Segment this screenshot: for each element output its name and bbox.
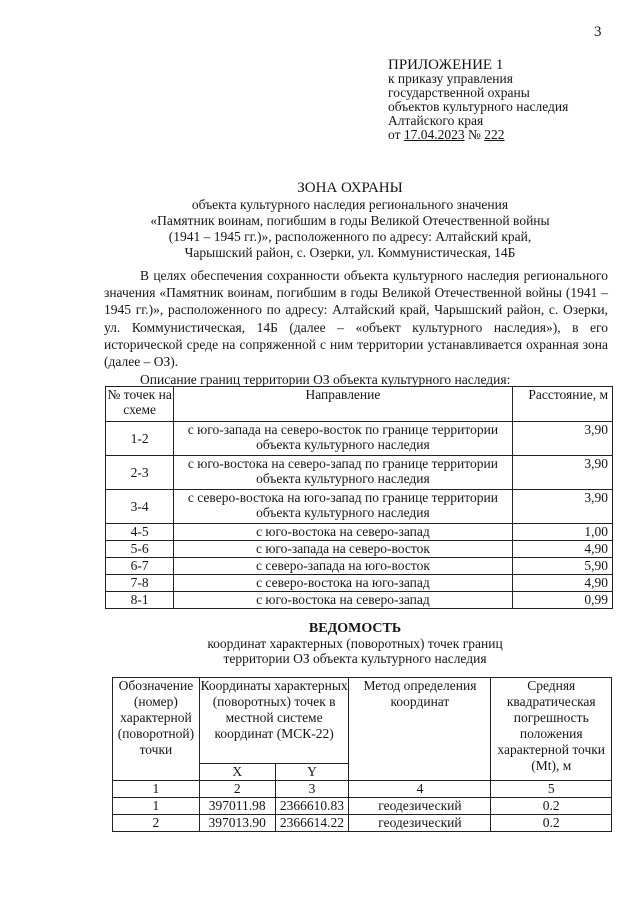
points-cell: 7-8 — [106, 575, 174, 592]
header-direction: Направление — [174, 387, 512, 422]
boundaries-table — [105, 386, 613, 609]
distance-cell: 1,00 — [512, 524, 613, 541]
title-line: объекта культурного наследия регионального значения — [191, 197, 509, 212]
points-cell: 1-2 — [106, 422, 174, 456]
header-designation: Обозначение (номер) характерной (поворотной) точки — [113, 678, 200, 781]
error-cell: 0.2 — [491, 815, 612, 832]
number-sign: № — [467, 127, 481, 142]
distance-cell: 4,90 — [512, 575, 613, 592]
table-row — [106, 592, 613, 609]
appendix-line: к приказу управления — [388, 71, 513, 86]
header-method: Метод определения координат — [349, 678, 491, 781]
title-line: Чарышский район, с. Озерки, ул. Коммунистическая, 14Б — [184, 245, 516, 260]
x-cell: 397013.90 — [199, 815, 275, 832]
order-number: 222 — [484, 127, 505, 142]
column-number: 4 — [349, 781, 491, 798]
y-cell: 2366614.22 — [275, 815, 349, 832]
column-number: 5 — [491, 781, 612, 798]
points-cell: 3-4 — [106, 490, 174, 524]
distance-cell: 5,90 — [512, 558, 613, 575]
points-cell: 2-3 — [106, 456, 174, 490]
header-error: Средняя квадратическая погрешность положения характерной точки (Mt), м — [491, 678, 612, 781]
direction-cell: с юго-востока на северо-запад по границе территории объекта культурного наследия — [174, 456, 512, 490]
document-title — [100, 180, 600, 261]
appendix-line: объектов культурного наследия — [388, 99, 569, 114]
appendix-line: государственной охраны — [388, 85, 530, 100]
direction-cell: с северо-востока на юго-запад по границе территории объекта культурного наследия — [174, 490, 512, 524]
error-cell: 0.2 — [491, 798, 612, 815]
column-number: 3 — [275, 781, 349, 798]
method-cell: геодезический — [349, 815, 491, 832]
title-line: «Памятник воинам, погибшим в годы Великой Отечественной войны — [150, 213, 550, 228]
table-row — [106, 490, 613, 524]
table-row — [113, 815, 612, 832]
distance-cell: 3,90 — [512, 456, 613, 490]
points-cell: 6-7 — [106, 558, 174, 575]
x-cell: 397011.98 — [199, 798, 275, 815]
method-cell: геодезический — [349, 798, 491, 815]
coordinates-table — [112, 677, 612, 832]
distance-cell: 4,90 — [512, 541, 613, 558]
intro-paragraph — [104, 267, 608, 370]
vedomost-title: ВЕДОМОСТЬ — [308, 621, 402, 636]
direction-cell: с юго-востока на северо-запад — [174, 524, 512, 541]
table-row — [106, 575, 613, 592]
distance-cell: 3,90 — [512, 422, 613, 456]
column-number: 2 — [199, 781, 275, 798]
direction-cell: с юго-запада на северо-восток по границе территории объекта культурного наследия — [174, 422, 512, 456]
table-row — [106, 456, 613, 490]
direction-cell: с северо-востока на юго-запад — [174, 575, 512, 592]
header-y: Y — [275, 764, 349, 781]
boundaries-caption: Описание границ территории ОЗ объекта культурного наследия: — [140, 372, 511, 387]
intro-text: В целях обеспечения сохранности объекта культурного наследия регионального значения «Памятник воинам, погибшим в годы Великой Отечественной войны (1941 – 1945 гг.)», расположенного по адресу: Алтайский край, Чарышский район, с. Озерки, ул. Коммунистическая, 14Б (далее – «объект культурного наследия»), в его исторической среде на сопряженной с ним территории устанавливается охранная зона (далее – ОЗ). — [104, 268, 608, 370]
point-cell: 1 — [113, 798, 200, 815]
header-distance: Расстояние, м — [512, 387, 613, 422]
appendix-heading: ПРИЛОЖЕНИЕ 1 — [388, 57, 504, 73]
zone-title: ЗОНА ОХРАНЫ — [297, 180, 403, 196]
direction-cell: с юго-востока на северо-запад — [174, 592, 512, 609]
points-cell: 8-1 — [106, 592, 174, 609]
table-row — [106, 524, 613, 541]
appendix-block — [388, 58, 568, 142]
vedomost-heading — [100, 621, 610, 666]
points-cell: 4-5 — [106, 524, 174, 541]
date-prefix: от — [388, 127, 401, 142]
direction-cell: с юго-запада на северо-восток — [174, 541, 512, 558]
points-cell: 5-6 — [106, 541, 174, 558]
distance-cell: 3,90 — [512, 490, 613, 524]
vedomost-line: координат характерных (поворотных) точек границ — [207, 636, 503, 651]
table-header-row — [113, 678, 612, 764]
vedomost-line: территории ОЗ объекта культурного наследия — [223, 651, 487, 666]
table-row — [113, 798, 612, 815]
column-number: 1 — [113, 781, 200, 798]
table-row — [106, 422, 613, 456]
order-date: 17.04.2023 — [403, 127, 465, 142]
column-number-row — [113, 781, 612, 798]
y-cell: 2366610.83 — [275, 798, 349, 815]
table-row — [106, 558, 613, 575]
appendix-date-line — [388, 128, 568, 142]
appendix-line: Алтайского края — [388, 113, 484, 128]
header-coordinates: Координаты характерных (поворотных) точек в местной системе координат (МСК-22) — [199, 678, 349, 764]
title-line: (1941 – 1945 гг.)», расположенного по адресу: Алтайский край, — [168, 229, 532, 244]
page-number: 3 — [594, 24, 602, 40]
point-cell: 2 — [113, 815, 200, 832]
header-points: № точек на схеме — [106, 387, 174, 422]
table-row — [106, 541, 613, 558]
distance-cell: 0,99 — [512, 592, 613, 609]
table-header-row — [106, 387, 613, 422]
direction-cell: с северо-запада на юго-восток — [174, 558, 512, 575]
header-x: X — [199, 764, 275, 781]
